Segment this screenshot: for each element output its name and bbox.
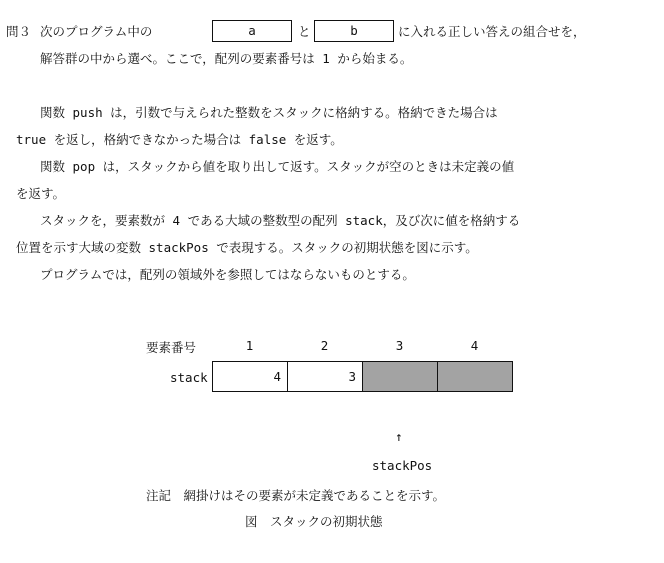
stackpos-arrow: ↑ [395,429,403,444]
figure-index-4: 4 [470,338,479,353]
stack-cell-4-shaded [438,362,513,392]
figure-note: 注記 網掛けはその要素が未定義であることを示す。 [146,488,446,503]
stackpos-label: stackPos [372,458,433,473]
paragraph-pop-1: 関数 pop は，スタックから値を取り出して返す。スタックが空のときは未定義の値 [40,159,515,174]
figure-index-3: 3 [395,338,404,353]
figure-index-2: 2 [320,338,329,353]
question-text-lead: 次のプログラム中の [40,24,153,39]
stack-cell-2: 3 [288,362,363,392]
paragraph-push-2: true を返し，格納できなかった場合は false を返す。 [16,132,343,147]
figure-caption: 図 スタックの初期状態 [245,514,383,529]
blank-a-label: a [248,23,256,38]
paragraph-pop-2: を返す。 [16,186,66,201]
figure-array-label: stack [170,370,208,385]
paragraph-constraint: プログラムでは，配列の領域外を参照してはならないものとする。 [40,267,415,282]
question-connector: と [298,24,311,39]
figure-index-label: 要素番号 [146,340,197,355]
blank-b-box [314,20,394,42]
blank-a-box [212,20,292,42]
stack-cell-3-shaded [363,362,438,392]
question-number: 問３ [6,24,32,39]
paragraph-stack-2: 位置を示す大域の変数 stackPos で表現する。スタックの初期状態を図に示す。 [16,240,478,255]
paragraph-stack-1: スタックを，要素数が 4 である大域の整数型の配列 stack，及び次に値を格納する [40,213,521,228]
stack-array-diagram [212,361,513,392]
paragraph-push-1: 関数 push は，引数で与えられた整数をスタックに格納する。格納できた場合は [40,105,498,120]
figure-index-1: 1 [245,338,254,353]
blank-b-label: b [350,23,358,38]
stack-cell-1: 4 [213,362,288,392]
question-text-line2: 解答群の中から選べ。ここで，配列の要素番号は 1 から始まる。 [40,51,413,66]
question-text-tail: に入れる正しい答えの組合せを， [398,24,586,39]
